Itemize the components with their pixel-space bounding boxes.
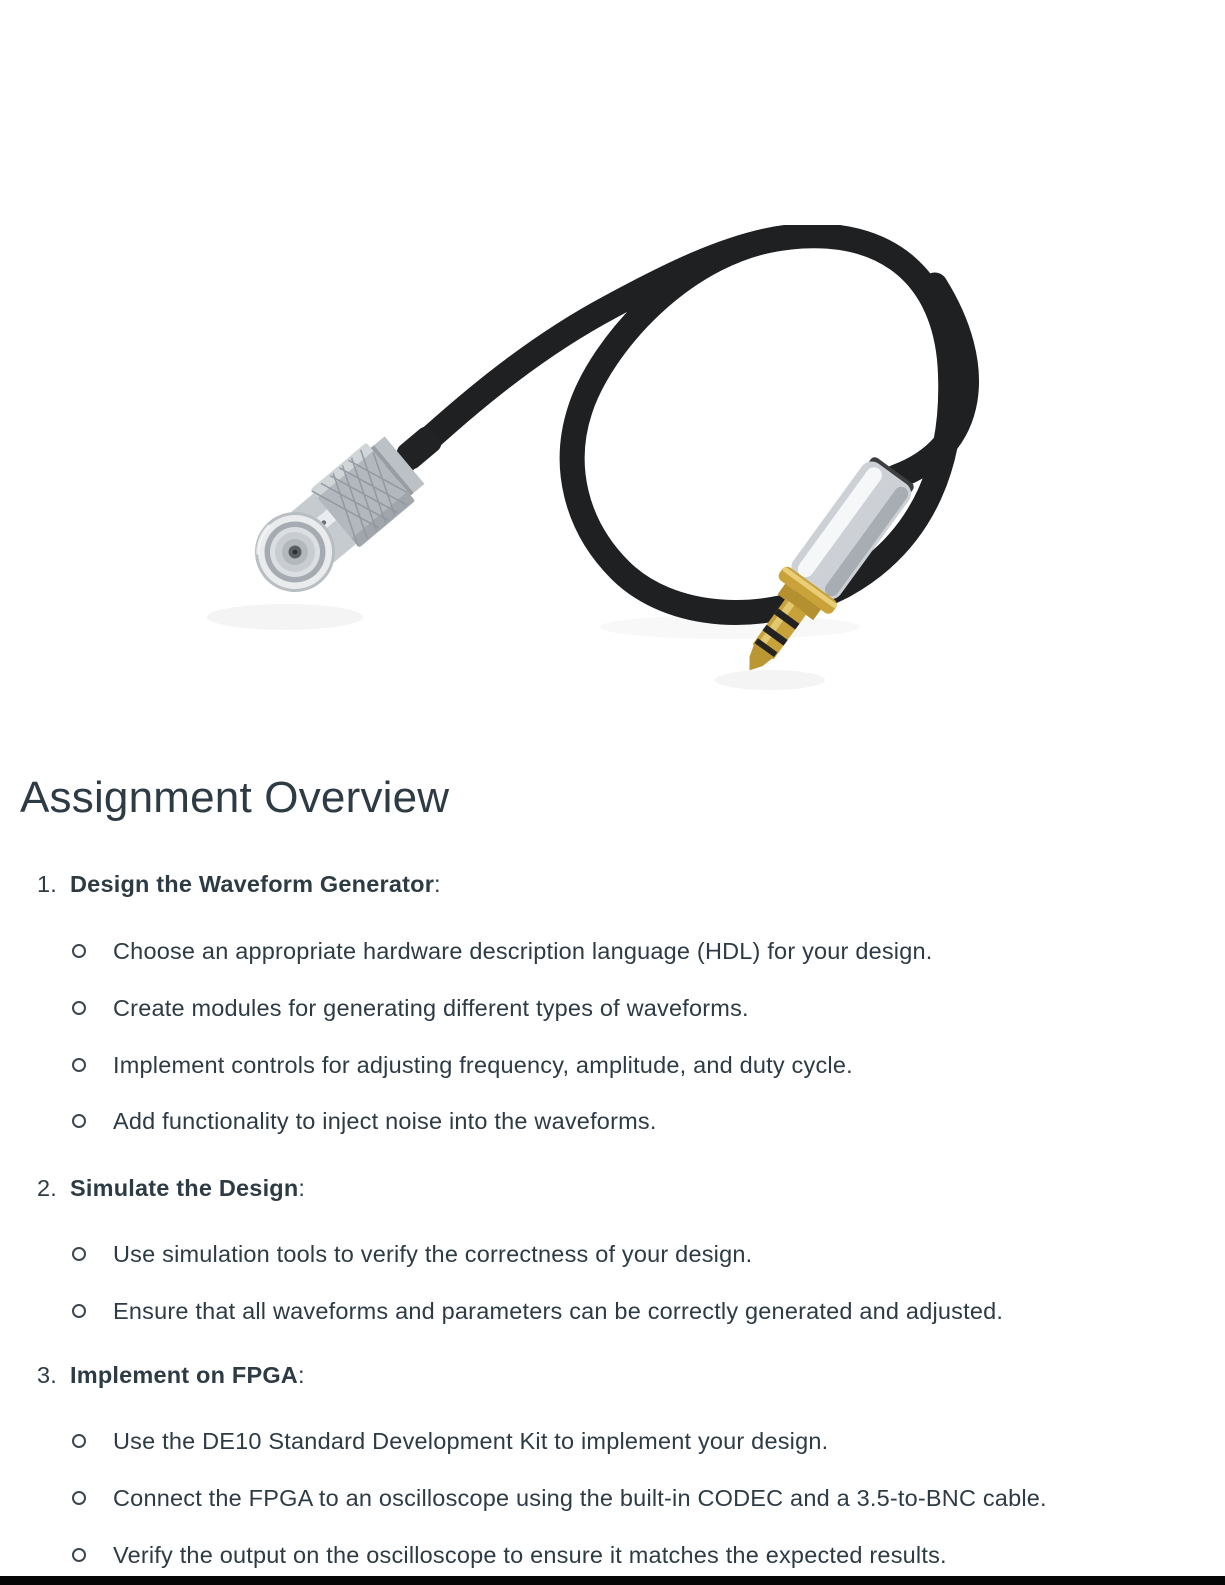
- list-item-title: Implement on FPGA: [70, 1362, 298, 1388]
- bnc-to-aux-cable-image: [190, 225, 1070, 700]
- page-title: Assignment Overview: [20, 773, 450, 822]
- bnc-connector: [239, 403, 462, 608]
- bullet-text: Use the DE10 Standard Development Kit to implement your design.: [113, 1428, 829, 1454]
- list-number: 2.: [37, 1175, 57, 1201]
- audio-jack: [723, 451, 922, 690]
- bullet-text: Use simulation tools to verify the correctness of your design.: [113, 1241, 753, 1267]
- page-bottom-divider: [0, 1576, 1225, 1585]
- list-bullet-item: [70, 1050, 853, 1080]
- bullet-circle-icon: [72, 1548, 86, 1562]
- list-bullet-item: [70, 993, 749, 1023]
- list-bullet-item: [70, 1540, 947, 1570]
- bullet-circle-icon: [72, 1058, 86, 1072]
- cable-strand-from-bnc: [398, 237, 790, 467]
- bullet-text: Ensure that all waveforms and parameters can be correctly generated and adjusted.: [113, 1298, 1004, 1324]
- list-item-title: Simulate the Design: [70, 1175, 299, 1201]
- list-number-item-1: [37, 869, 441, 899]
- list-number-item-2: [37, 1173, 305, 1203]
- cable: [398, 236, 967, 613]
- list-bullet-item: [70, 936, 933, 966]
- bullet-circle-icon: [72, 1491, 86, 1505]
- list-number: 1.: [37, 871, 57, 897]
- bullet-circle-icon: [72, 1247, 86, 1261]
- list-number: 3.: [37, 1362, 57, 1388]
- bullet-circle-icon: [72, 1114, 86, 1128]
- list-bullet-item: [70, 1239, 752, 1269]
- bullet-circle-icon: [72, 944, 86, 958]
- bullet-text: Create modules for generating different types of waveforms.: [113, 995, 749, 1021]
- bullet-text: Verify the output on the oscilloscope to ensure it matches the expected results.: [113, 1542, 947, 1568]
- list-item-colon: :: [298, 1175, 306, 1201]
- bullet-circle-icon: [72, 1434, 86, 1448]
- bullet-text: Connect the FPGA to an oscilloscope using the built-in CODEC and a 3.5-to-BNC cable.: [113, 1485, 1047, 1511]
- list-item-colon: :: [297, 1362, 305, 1388]
- list-item-colon: :: [434, 871, 441, 897]
- bullet-circle-icon: [72, 1304, 86, 1318]
- list-number-item-3: [37, 1360, 305, 1390]
- bullet-text: Add functionality to inject noise into the waveforms.: [113, 1108, 657, 1134]
- list-bullet-item: [70, 1296, 1003, 1326]
- list-bullet-item: [70, 1483, 1047, 1513]
- bullet-text: Choose an appropriate hardware description language (HDL) for your design.: [113, 938, 933, 964]
- list-bullet-item: [70, 1426, 828, 1456]
- bullet-text: Implement controls for adjusting frequency, amplitude, and duty cycle.: [113, 1052, 853, 1078]
- list-item-title: Design the Waveform Generator: [70, 871, 435, 897]
- list-bullet-item: [70, 1106, 657, 1136]
- bullet-circle-icon: [72, 1001, 86, 1015]
